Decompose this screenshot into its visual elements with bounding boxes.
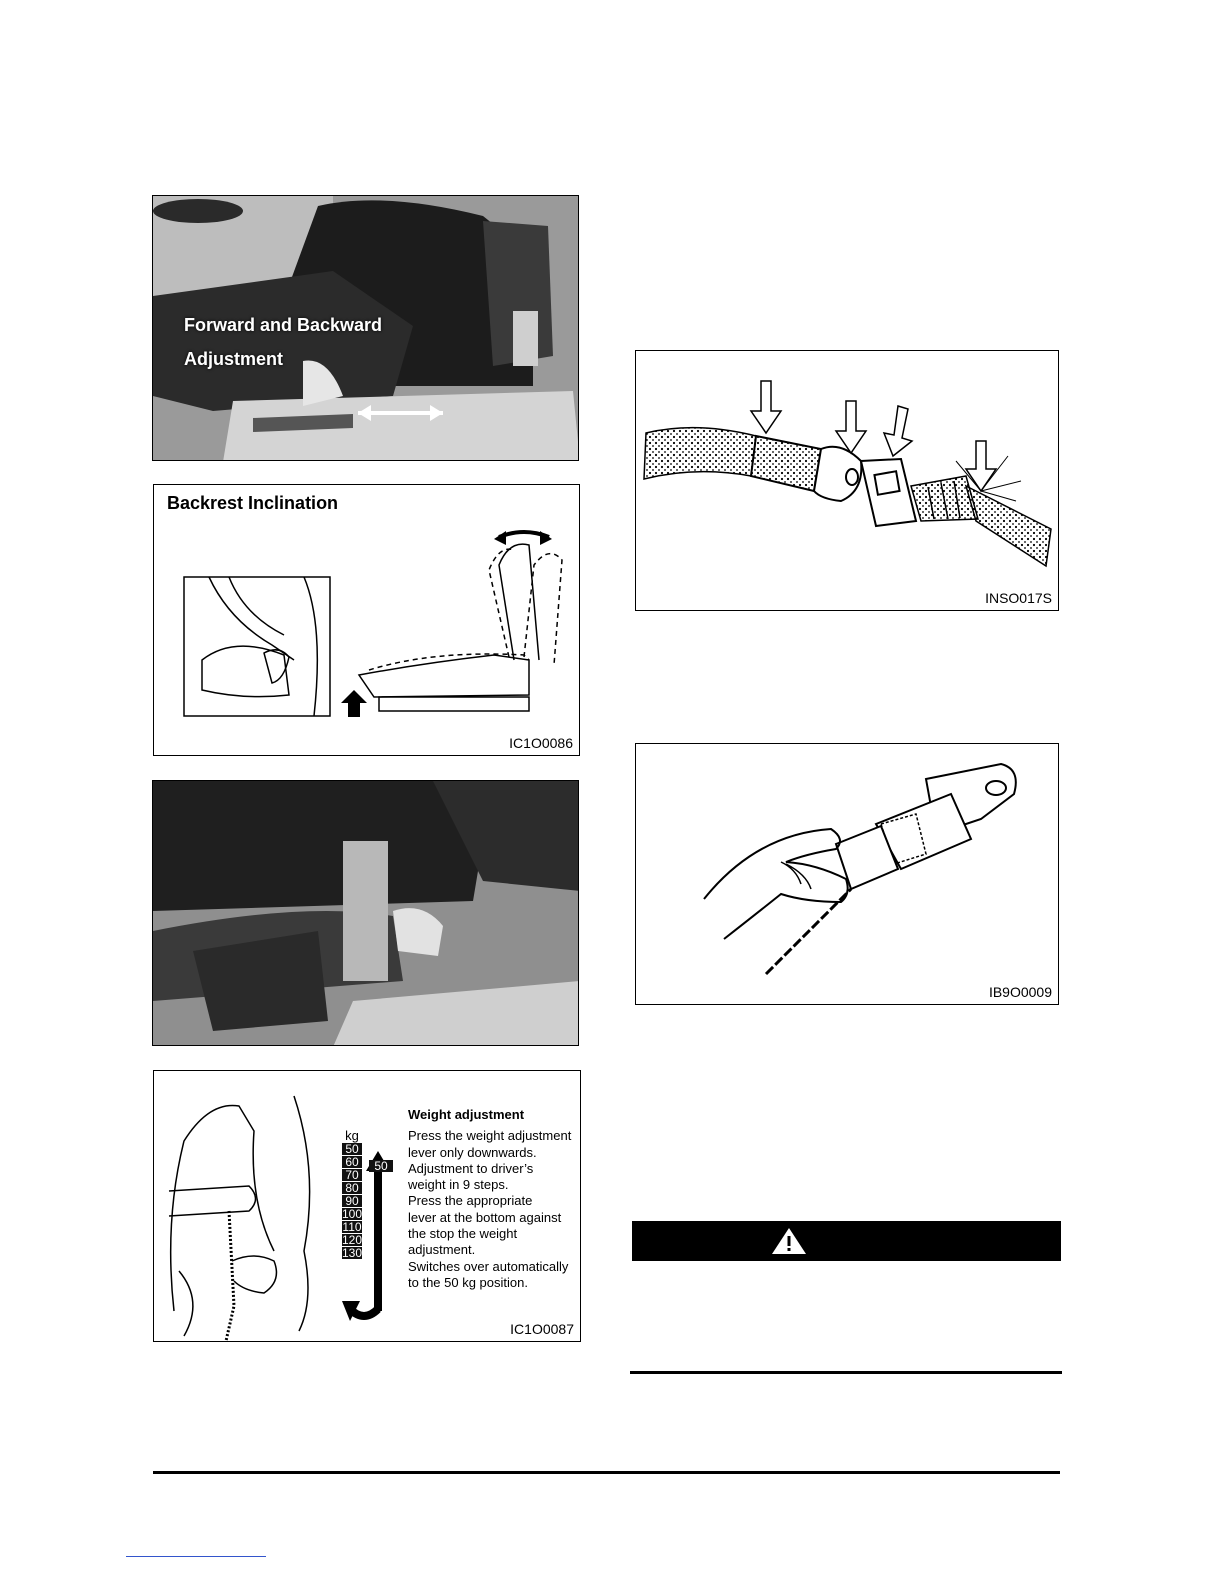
weight-line: to the 50 kg position. [408, 1274, 528, 1290]
weight-line: Press the appropriate [408, 1193, 533, 1209]
weight-figure [153, 1070, 581, 1342]
weight-line: Adjustment to driver’s [408, 1160, 534, 1176]
belt-buckle-code: IB9O0009 [988, 984, 1052, 1000]
kg-step: 70 [342, 1169, 362, 1181]
footer-link-underline [126, 1556, 266, 1557]
section-rule [630, 1371, 1062, 1374]
weight-title: Weight adjustment [408, 1107, 525, 1122]
belt-damage-drawing [636, 351, 1059, 611]
kg-label: kg [345, 1128, 359, 1143]
weight-line: the stop the weight [408, 1226, 518, 1242]
weight-line: adjustment. [408, 1242, 476, 1258]
kg-step: 80 [342, 1182, 362, 1194]
backrest-figure [153, 484, 580, 756]
weight-line: lever only downwards. [408, 1144, 537, 1160]
belt-damage-code: INSO017S [985, 590, 1052, 606]
belt-buckle-figure [635, 743, 1059, 1005]
weight-lever-photo [152, 780, 579, 1046]
weight-lever-photo-art [153, 781, 579, 1046]
seat-slide-photo [152, 195, 579, 461]
backrest-title: Backrest Inclination [167, 493, 339, 513]
photo-label-line1: Forward and Backward [184, 315, 383, 335]
belt-damage-figure [635, 350, 1059, 611]
weight-line: weight in 9 steps. [408, 1177, 509, 1193]
weight-line: lever at the bottom against [408, 1209, 562, 1225]
kg-scale [342, 1129, 362, 1260]
kg-step: 100 [342, 1207, 363, 1221]
backrest-drawing [154, 485, 580, 756]
photo-label-line2: Adjustment [184, 349, 283, 369]
kg-step: 130 [342, 1246, 363, 1260]
kg-step: 110 [342, 1220, 362, 1234]
footer-rule [153, 1471, 1060, 1474]
weight-instructions [408, 1107, 581, 1291]
warning-triangle-icon [769, 1226, 809, 1256]
warning-bar [632, 1221, 1061, 1261]
weight-line: Switches over automatically [408, 1258, 569, 1274]
kg-step: 60 [342, 1156, 362, 1168]
kg-step: 120 [342, 1233, 363, 1247]
belt-buckle-drawing [636, 744, 1059, 1005]
kg-step: 90 [342, 1195, 362, 1207]
weight-code: IC1O0087 [510, 1321, 574, 1337]
weight-line: Press the weight adjustment [408, 1128, 572, 1144]
kg-reset-value: 50 [369, 1160, 393, 1172]
backrest-code: IC1O0086 [509, 735, 573, 751]
kg-step: 50 [342, 1143, 362, 1155]
